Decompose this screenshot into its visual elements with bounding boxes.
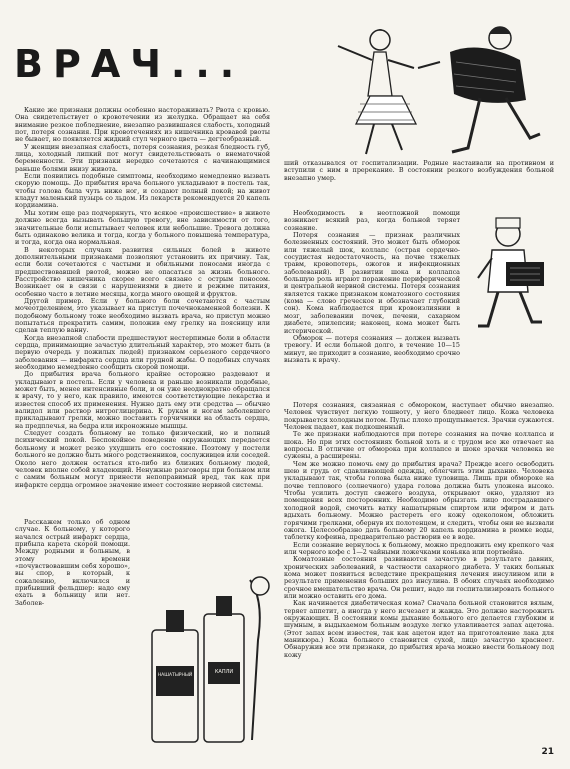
paragraph: Если появились подобные симптомы, необходимо немедленно вызвать скорую помощь. До прибытия врача больного укладывают в постель так, чтобы голова была чуть ниже ног, и создают полный покой; на живот кладут маленький пузырь со льдом. Из лекарств рекомендуется 20 капель кордиамина.: [15, 172, 270, 210]
paragraph: Когда внезапной слабости предшествуют нестерпимые боли в области сердца, принимающие зачастую длительный характер, это может быть (в первую очередь у пожилых людей) признаком серьезного сердечного заболевания — инфаркта сердца или грудной жабы. О подобных случаях необходимо немедленно сообщить скорой помощи.: [15, 333, 270, 372]
paragraph: Коматозные состояния развиваются зачастую в результате давних, хронических заболеваний, в частности сахарного диабета. У таких больных кома может появиться вследствие прекращения лечения инсулином или в результате применения больших доз инсулина. В обоих случаях необходимо срочное вмешательство врача. Он решит, надо ли госпитализировать больного или можно оставить его дома.: [284, 555, 554, 600]
page-title: ВРАЧ...: [14, 42, 245, 86]
page-number: 21: [541, 747, 554, 757]
paragraph: Следует создать больному не только физический, но и полный психический покой. Беспокойное поведение окружающих передается больному и может резко ухудшить его состояние. Поэтому у постели больного не должно быть много родственников, сослуживцев или соседей. Около него должен остаться кто-либо из близких больному людей, человек вполне собой владеющий. Ненужные разговоры при больном или с самим больным могут принести непоправимый вред, так как при инфаркте сердца огромное значение имеет состояние нервной системы.: [15, 429, 270, 489]
paragraph: Потеря сознания — признак различных болезненных состояний. Это может быть обморок или тяжелый шок, коллапс (острая сердечно-сосудистая недостаточность, на почве тяжелых травм, кровопотерь, ожогов и инфекционных заболеваний). В развитии шока и коллапса большую роль играют поражение периферической и центральной нервной системы. Потеря сознания является также признаком коматозного состояния (кома — слово греческое и обозначает глубокий сон). Кома наблюдается при кровоизлиянии в мозг, заболевании почек, печени, сахарном диабете, эпилепсии; наконец, кома может быть истерической.: [284, 231, 460, 335]
bottle-label-right: КАПЛИ: [214, 669, 234, 675]
paragraph: Потеря сознания, связанная с обмороком, наступает обычно внезапно. Человек чувствует легкую тошноту, у него бледнеет лицо. Кожа человека покрывается холодным потом. Пульс плохо прощупывается. Зрачки сужаются. Человек падает, как подкошенный.: [284, 401, 554, 432]
paragraph: Как начинается диабетическая кома? Сначала больной становится вялым, теряет аппетит, а иногда у него исчезает и жажда. Это должно насторожить окружающих. В состоянии комы дыхание больного его делается глубоким и шумным, в выдыхаемом больным воздухе легко улавливается запах ацетона. (Этот запах всем известен, так как ацетон идет на приготовление лака для маникюра.) Кожа больного становится сухой, лицо зачастую краснеет. Обнаружив все эти признаки, до прибытия врача можно ввести больному под кожу: [284, 599, 554, 659]
bottle-label-left: НАШАТЫРНЫЙ: [157, 673, 193, 678]
article-column-right-narrow: [284, 210, 460, 364]
article-column-right-main: [284, 402, 554, 659]
bottles-illustration: [138, 570, 278, 755]
paragraph: Мы хотим еще раз подчеркнуть, что всякое «происшествие» в животе должно всегда вызывать большую тревогу, вне зависимости от того, значительные боли испытывает человек или небольшие. Тревога должна быть одинаково велика и тогда, когда у больного повышена температура, и тогда, когда она нормальная.: [15, 208, 270, 247]
paragraph: У женщин внезапная слабость, потеря сознания, резкая бледность губ, лица, холодный липкий пот могут свидетельствовать о внематочной беременности. Эти признаки нередко сочетаются с начинающимися раньше болями внизу живота.: [15, 142, 270, 173]
paragraph: Чем же можно помочь ему до прибытия врача? Прежде всего освободить шею и грудь от сдавливающей одежды, облегчить этим дыхание. Человека укладывают так, чтобы голова была ниже туловища. Лишь при обмороке на почве теплового (солнечного) удара голова должна быть уложена высоко. Чтобы усилить доступ свежего воздуха, открывают окно, удаляют из помещения всех посторонних. Необходимо обрызгать лицо пострадавшего холодной водой, смочить ватку нашатырным спиртом или эфиром и дать вдыхать больному. Можно растереть его кожу одеколоном, обложить горячими грелками, обернув их полотенцем, и следить, чтобы они не вызвали ожога. Целесообразно дать больному 20 капель кордиамина в рюмке воды, таблетку кофеина, предварительно растворив ее в воде.: [284, 459, 554, 542]
running-couple-illustration: [300, 12, 558, 160]
article-column-left: [15, 107, 270, 489]
paragraph: Другой пример. Если у больного боли сочетаются с частым мочеотделением, это указывает на приступ почечнокаменной болезни. К подобному больному тоже необходимо вызвать врача, но приступ можно попытаться прекратить самим, положив ему грелку на поясницу или сделав теплую ванну.: [15, 296, 270, 335]
paragraph: Обморок — потеря сознания — должен вызвать тревогу. И если больной долго, в течение 10—15 минут, не приходит в сознание, необходимо срочно вызвать к врачу.: [284, 333, 460, 364]
paragraph: До прибытия врача больного крайне осторожно раздевают и укладывают в постель. Если у человека и раньше возникали подобные, может быть, менее интенсивные боли, и он уже неоднократно обращался к врачу, то у него, как правило, имеются соответствующие лекарства и известен способ их применения. Нужно дать ему эти средства — обычно валидол или раствор нитроглицерина. К рукам и ногам заболевшего прикладывают грелки, можно поставить горчичники на область сердца, на предплечья, на бедра или икроножные мышцы.: [15, 370, 270, 430]
paragraph: Необходимость в неотложной помощи возникает всякий раз, когда больной теряет сознание.: [284, 209, 460, 232]
paragraph: Какие же признаки должны особенно настораживать? Рвота с кровью. Она свидетельствует о кровотечении из желудка. Обращает на себя внимание резкое побледнение, внезапно развившаяся слабость, холодный пот, потеря сознания. При кровотечениях из кишечника кровавой рвоты не бывает, но появляется жидкий стул черного цвета — дегтеобразный.: [15, 106, 270, 144]
paragraph: ший отказывался от госпитализации. Родные настаивали на противном и вступили с ним в пререкание. В состоянии резкого возбуждения больной внезапно умер.: [284, 159, 554, 182]
paragraph: В некоторых случаях развития сильных болей в животе дополнительными признаками позволяют установить их причину. Так, если боли сочетаются с частыми и обильными поносами иногда с предшествовавшей рвотой, можно не опасаться за жизнь больного. Расстройство кишечника скорее всего связано с острым поносом. Возникает он в связи с нарушениями в диете и режиме питания, особенно часто в летние месяцы, когда много овощей и фруктов.: [15, 245, 270, 298]
medic-with-bag-illustration: [466, 214, 561, 334]
paragraph: Расскажем только об одном случае. К больному, у которого начался острый инфаркт сердца, прибыла карета скорой помощи. Между родными и больным, в этому времени «почувствовавшим себя хорошо», вы спор, в который, к сожалению, включился и прибывший фельдшер: надо ему ехать в больницу или нет. Заболев-: [15, 518, 130, 607]
article-column-left-bottom: [15, 519, 130, 607]
paragraph: Если сознание вернулось к больному, можно предложить ему крепкого чая или черного кофе с 1—2 чайными ложечками коньяка или портвейна.: [284, 540, 554, 556]
paragraph: Те же признаки наблюдаются при потере сознания на почве коллапса и шока. Но при этих состояниях больной хоть и с трудом все же отвечает на вопросы. В отличие от обморока при коллапсе и шоке зрачки человека не сужены, а расширены.: [284, 430, 554, 461]
article-column-right-top: [284, 160, 554, 182]
